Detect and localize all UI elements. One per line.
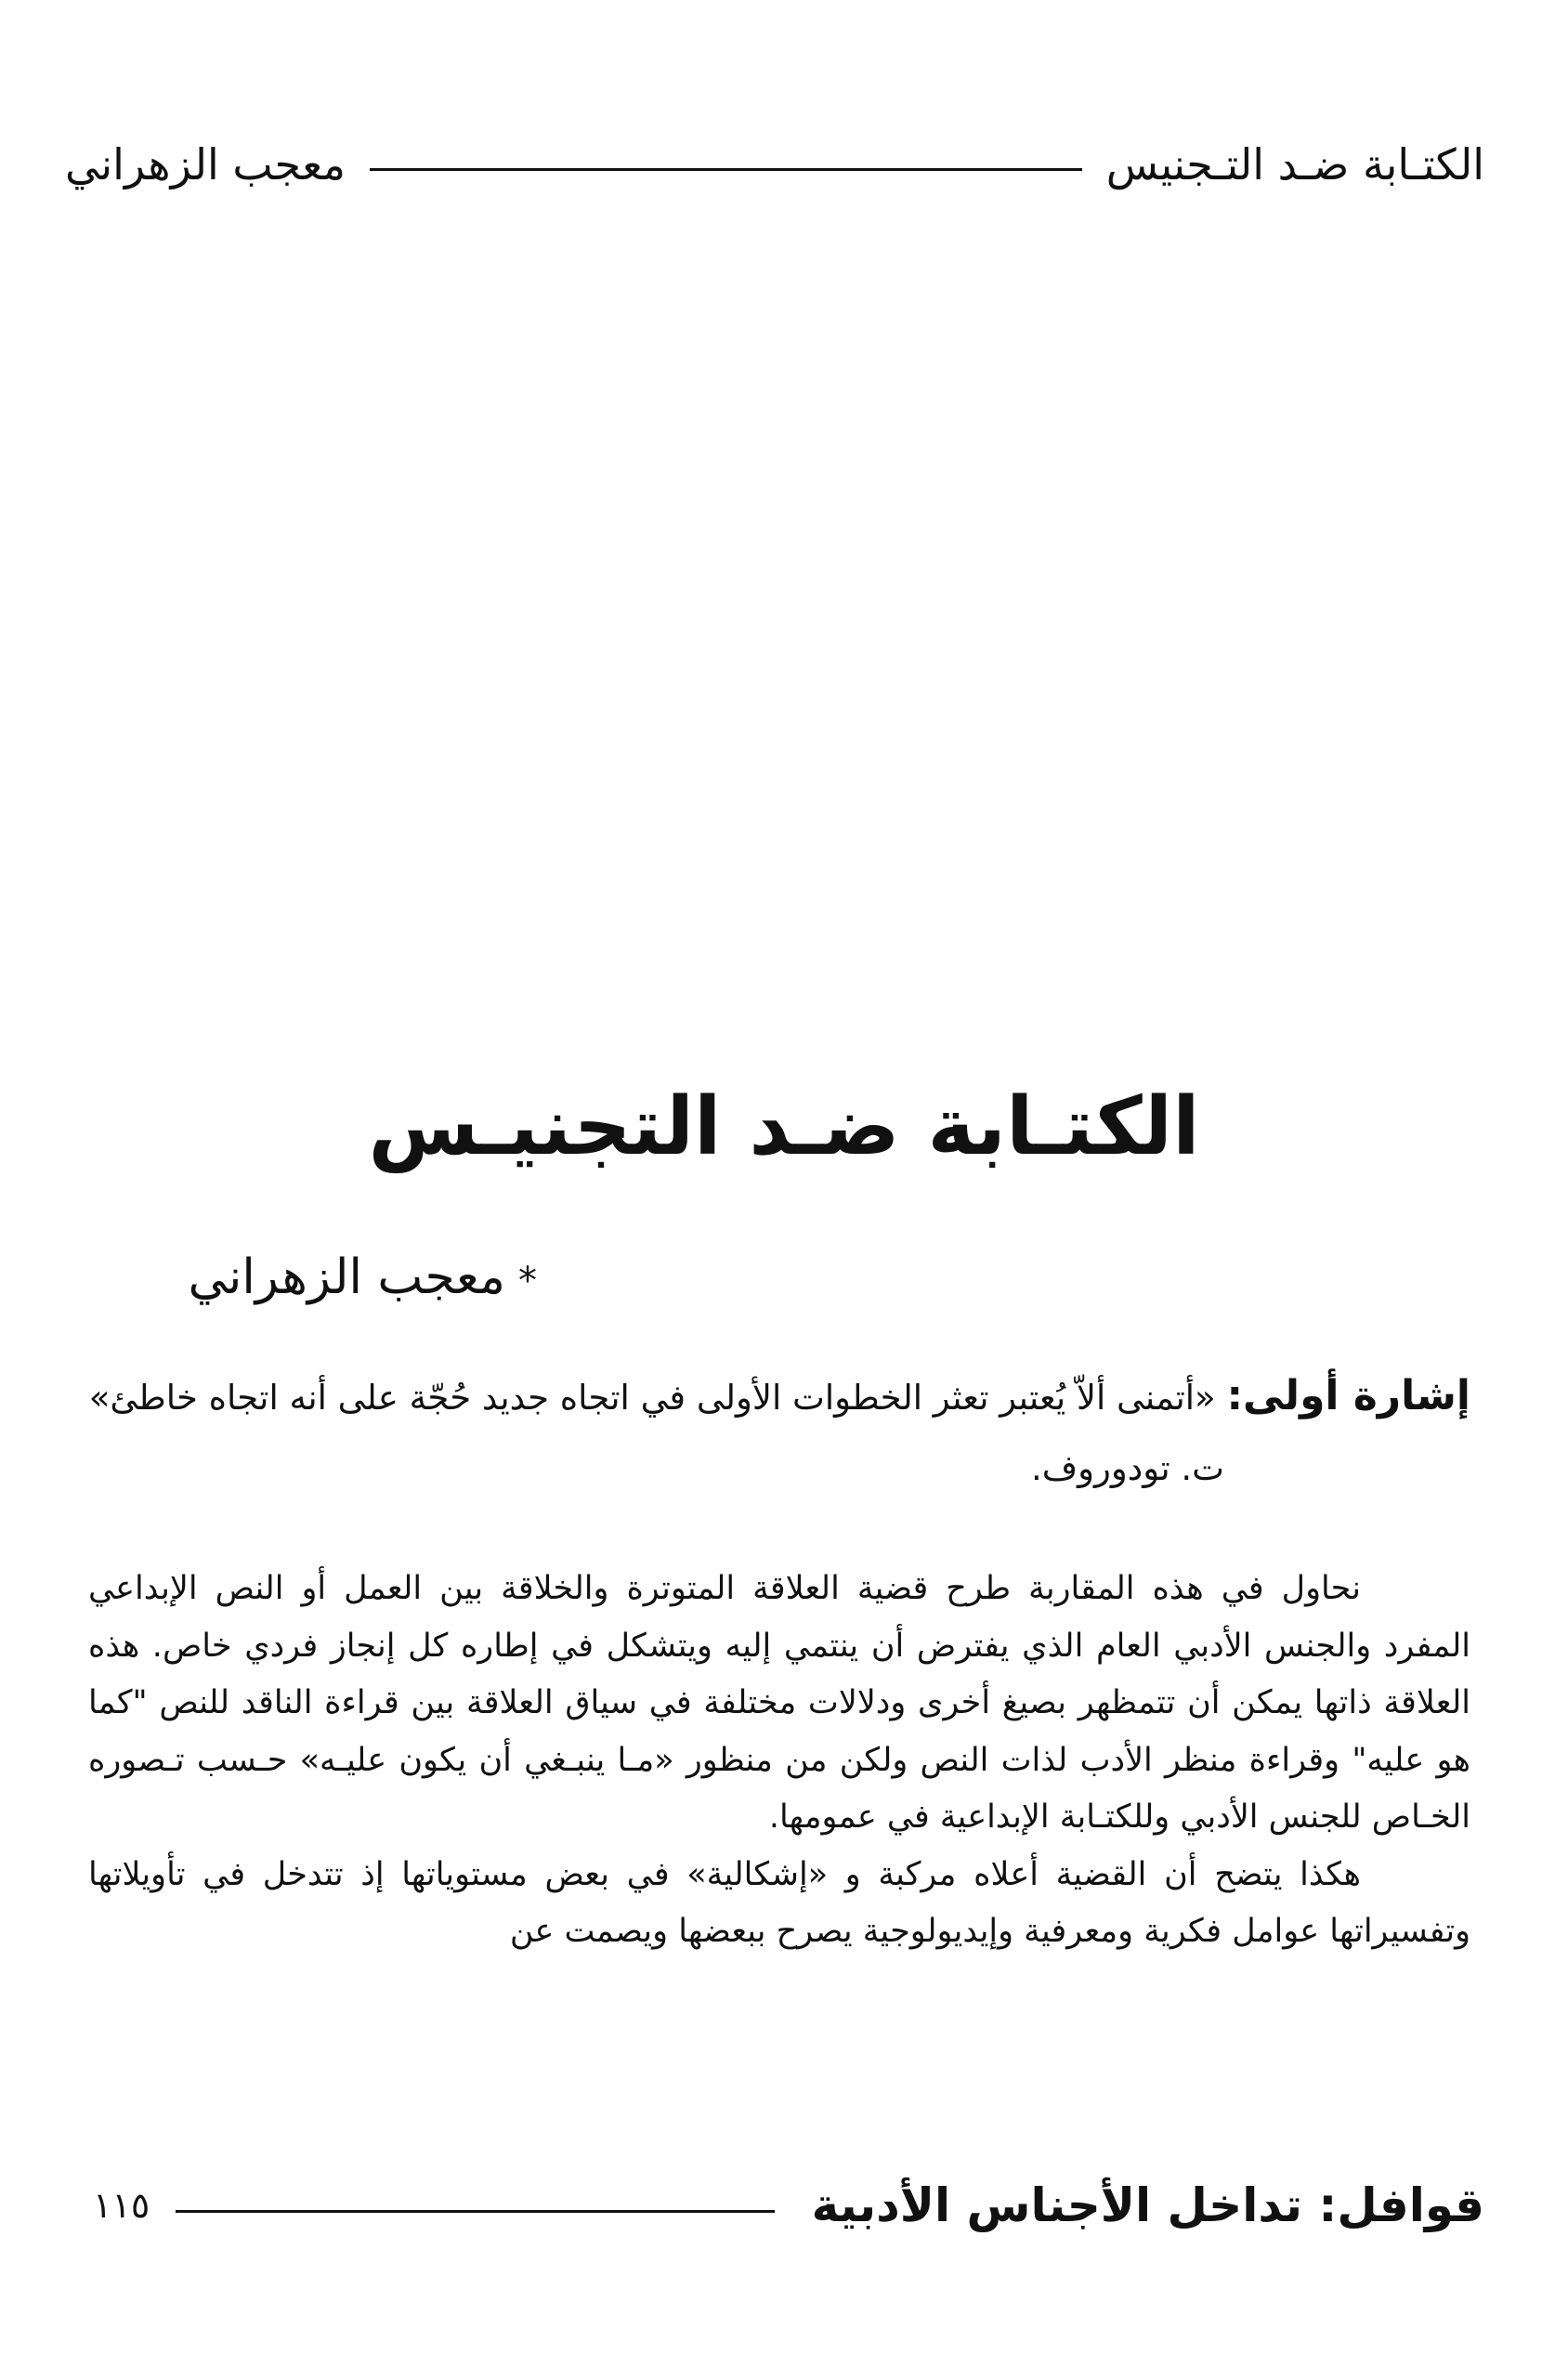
running-header (65, 139, 1484, 190)
body-text (88, 1561, 1470, 1961)
paragraph: هكذا يتضح أن القضية أعلاه مركبة و «إشكالية» في بعض مستوياتها إذ تتدخل في تأويلاتها وتفسيراتها عوامل فكرية ومعرفية وإيديولوجية يصرح ببعضها ويصمت عن (88, 1855, 1470, 1950)
author-line (158, 1249, 537, 1305)
epigraph (88, 1361, 1470, 1504)
epigraph-quote: «أتمنى ألاّ يُعتبر تعثر الخطوات الأولى في اتجاه جديد حُجّة على أنه اتجاه خاطئ» (88, 1378, 1216, 1418)
page-number: ١١٥ (93, 2185, 150, 2226)
footer-book-title: قوافل: تداخل الأجناس الأدبية (811, 2178, 1484, 2232)
running-header-author: معجب الزهراني (65, 139, 346, 190)
epigraph-label: إشارة أولى: (1226, 1372, 1470, 1419)
running-header-rule (370, 168, 1082, 171)
chapter-title: الكتـابة ضـد التجنيـس (368, 1079, 1200, 1173)
page-footer (93, 2178, 1484, 2232)
paragraph: نحاول في هذه المقاربة طرح قضية العلاقة المتوترة والخلاقة بين العمل أو النص الإبداعي المفرد والجنس الأدبي العام الذي يفترض أن ينتمي إليه ويتشكل في إطاره كل إنجاز فردي خاص. هذه العلاقة ذاتها يمكن أن تتمظهر بصيغ أخرى ودلالات مختلفة في سياق العلاقة بين قراءة الناقد للنص "كما هو عليه" وقراءة منظر الأدب لذات النص ولكن من منظور «مـا ينبـغي أن يكون عليـه» حـسب تـصوره الخـاص للجنس الأدبي وللكتـابة الإبداعية في عمومها. (88, 1570, 1470, 1836)
author-name: معجب الزهراني (188, 1249, 505, 1305)
footer-rule (176, 2210, 774, 2213)
running-header-chapter-title: الكتـابة ضـد التـجنيس (1105, 139, 1484, 190)
author-footnote-marker: * (518, 1260, 537, 1302)
epigraph-attribution: ت. تودوروف. (1031, 1448, 1224, 1488)
